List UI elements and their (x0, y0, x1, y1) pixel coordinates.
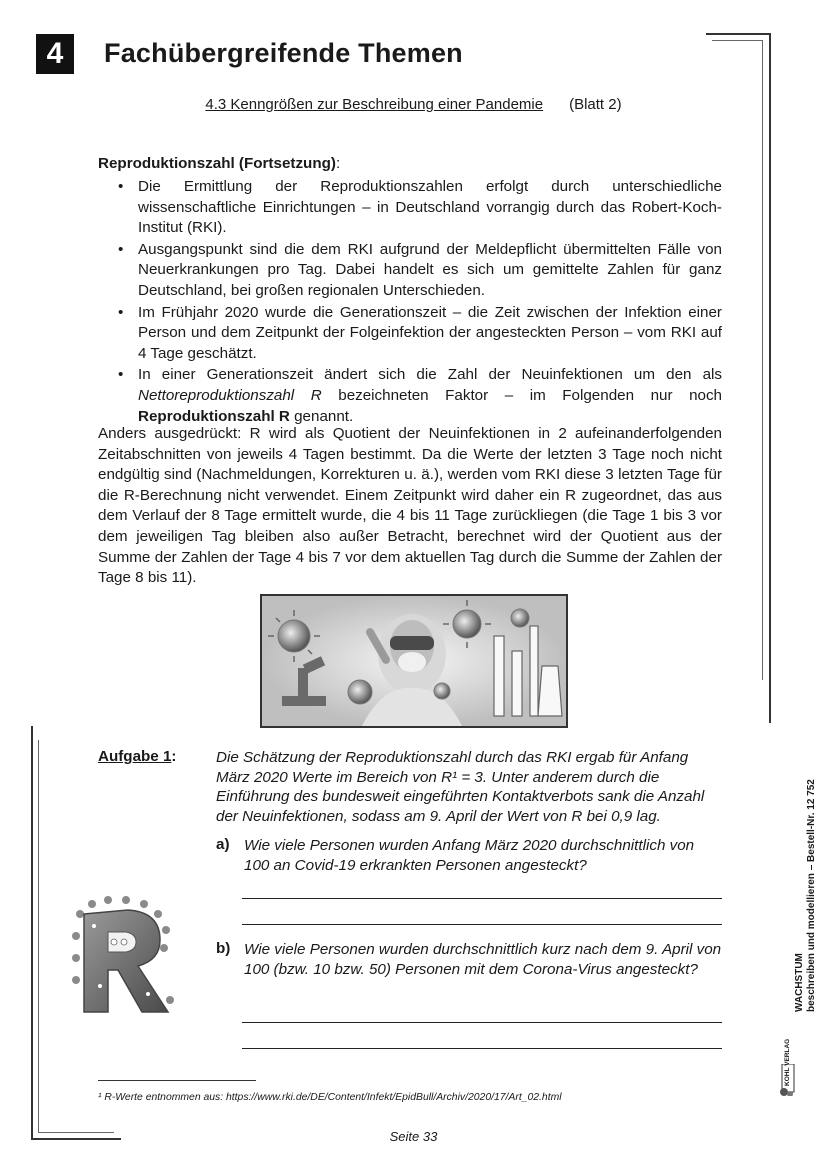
question-b-text: Wie viele Personen wurden durchschnittlich kurz nach dem 9. April von 100 (bzw. 10 bzw. 50) Personen mit dem Corona-Virus angesteckt? (244, 941, 722, 978)
task-label-text: Aufgabe 1 (98, 748, 172, 765)
task-label (98, 748, 176, 765)
subtitle-text: 4.3 Kenngrößen zur Beschreibung einer Pandemie (205, 96, 544, 113)
bullet-text-italic: Nettoreproduktionszahl R (138, 386, 322, 404)
side-title-line1: WACHSTUM (794, 953, 805, 1012)
question-a-text: Wie viele Personen wurden Anfang März 2020 durchschnittlich von 100 an Covid-19 erkrankten Personen angesteckt? (244, 837, 695, 874)
r-virus-mascot-svg (72, 896, 178, 1020)
frame-bottom-left-v2 (38, 740, 39, 1132)
publisher-logo (778, 1038, 798, 1096)
frame-top-right-h (706, 33, 770, 35)
side-series-title (794, 779, 818, 1012)
question-b-label: b) (216, 940, 231, 957)
laboratory-illustration-svg (262, 596, 566, 726)
frame-bottom-left-v (31, 726, 33, 1140)
bullet-dot: • (118, 178, 124, 195)
bullet-text: Die Ermittlung der Reproduktionszahlen erfolgt durch unterschiedliche wissenschaftliche Einrichtungen – in Deutschland vorrangig durch das Robert-Koch-Institut (RKI). (138, 178, 722, 237)
side-title-line2: beschreiben und modellieren – Bestell-Nr. 12 752 (806, 779, 817, 1012)
frame-top-right-h2 (712, 40, 762, 41)
laboratory-illustration (260, 594, 568, 728)
list-item (98, 240, 722, 302)
answer-line[interactable] (242, 1048, 722, 1049)
section-heading (98, 154, 722, 175)
chapter-number: 4 (36, 34, 74, 74)
bullet-text-part: bezeichneten Faktor – im Folgenden nur noch (321, 386, 722, 404)
bullet-text-bold: Reproduktionszahl R (138, 407, 290, 425)
bullet-text: Im Frühjahr 2020 wurde die Generationszeit – die Zeit zwischen der Infektion einer Person und dem Zeitpunkt der Folgeinfektion der angesteckten Person – vom RKI auf 4 Tage geschätzt. (138, 303, 722, 362)
question-a-label: a) (216, 836, 230, 853)
bullet-dot: • (118, 240, 124, 258)
list-item (98, 303, 722, 365)
chapter-title: Fachübergreifende Themen (104, 38, 463, 68)
bullet-dot: • (118, 366, 124, 384)
footnote: ¹ R-Werte entnommen aus: https://www.rki.de/DE/Content/Infekt/EpidBull/Archiv/2020/17/Art_02.html (98, 1092, 562, 1103)
explanation-paragraph: Anders ausgedrückt: R wird als Quotient der Neuinfektionen in 2 aufeinanderfolgenden Zeitabschnitten von jeweils 4 Tagen bestimmt. Da die Werte der letzten 3 Tage noch nicht endgültig sind (Nachmeldungen, Korrekturen u. ä.), werden vom RKI diese 3 letzten Tage für die R-Berechnung nicht verwendet. Einem Zeitpunkt wird daher ein R zugeordnet, das aus dem Verlauf der 8 Tage ermittelt wurde, die 4 bis 11 Tage zurückliegen (die Tage 1 bis 3 vor dem jeweiligen Tag bleiben also außer Betracht, berechnet wird der Quotient aus der Summe der Zahlen der Tage 4 bis 7 vor dem aktuellen Tag durch die Summe der Zahlen der Tage 8 bis 11). (98, 425, 722, 587)
list-item (98, 177, 722, 239)
worksheet-subtitle (0, 96, 827, 113)
r-virus-mascot (72, 896, 178, 1020)
bullet-dot: • (118, 303, 124, 321)
answer-line[interactable] (242, 1022, 722, 1023)
section-heading-colon: : (335, 155, 341, 172)
page-number: Seite 33 (389, 1129, 438, 1144)
task-label-colon: : (171, 748, 177, 765)
answer-line[interactable] (242, 924, 722, 925)
list-item (98, 365, 722, 427)
frame-top-right-v2 (762, 40, 763, 680)
sheet-label: (Blatt 2) (569, 96, 622, 113)
bullet-list (98, 177, 722, 428)
section-heading-text: Reproduktionszahl (Fortsetzung) (98, 155, 336, 172)
bullet-text-part: genannt. (289, 407, 354, 425)
publisher-name: KOHL VERLAG (784, 1038, 791, 1086)
task-intro: Die Schätzung der Reproduktionszahl durch das RKI ergab für Anfang März 2020 Werte im Bereich von R¹ = 3. Unter anderem durch die Einführung des bundesweit eingeführten Kontaktverbots sank die Anzahl der Neuinfektionen, sodass am 9. April der Wert von R bei 0,9 lag. (216, 749, 705, 825)
bullet-text: Ausgangspunkt sind die dem RKI aufgrund der Meldepflicht übermittelten Fälle von Neuerkrankungen pro Tag. Dabei handelt es sich um gemittelte Zahlen für ganz Deutschland, bei großen regionalen Unterschieden. (138, 240, 722, 299)
footnote-rule (98, 1080, 256, 1081)
answer-line[interactable] (242, 898, 722, 899)
frame-top-right-v (769, 33, 771, 723)
bullet-text-part: In einer Generationszeit ändert sich die Zahl der Neuinfektionen um den als (138, 366, 722, 384)
